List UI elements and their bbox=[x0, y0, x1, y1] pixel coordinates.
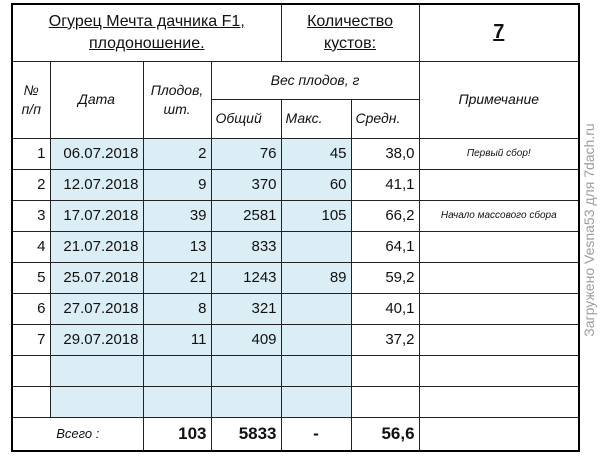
col-header-weight-avg: Средн. bbox=[351, 99, 419, 138]
totals-note bbox=[419, 417, 579, 451]
row-date[interactable]: 12.07.2018 bbox=[50, 169, 143, 200]
row-fruit-count[interactable]: 11 bbox=[143, 324, 211, 355]
row-weight-max[interactable]: 60 bbox=[281, 169, 351, 200]
table-row bbox=[12, 262, 579, 293]
totals-weight-total: 5833 bbox=[211, 417, 281, 451]
row-number: 5 bbox=[12, 262, 50, 293]
empty-input-cell[interactable] bbox=[143, 355, 211, 386]
row-number: 7 bbox=[12, 324, 50, 355]
row-weight-total[interactable]: 321 bbox=[211, 293, 281, 324]
col-header-date-text: Дата bbox=[78, 91, 115, 107]
row-weight-max[interactable]: 105 bbox=[281, 200, 351, 231]
bush-count-label-line1: Количество bbox=[307, 12, 393, 30]
harvest-table bbox=[11, 3, 580, 452]
empty-input-cell[interactable] bbox=[50, 386, 143, 417]
table-row bbox=[12, 200, 579, 231]
col-header-number bbox=[12, 61, 50, 138]
row-weight-avg: 37,2 bbox=[351, 324, 419, 355]
col-header-number-line2: п/п bbox=[21, 100, 41, 117]
row-number: 6 bbox=[12, 293, 50, 324]
row-number: 2 bbox=[12, 169, 50, 200]
header-row-1 bbox=[12, 61, 579, 99]
row-fruit-count[interactable]: 13 bbox=[143, 231, 211, 262]
empty-cell bbox=[351, 355, 419, 386]
totals-label: Всего : bbox=[12, 417, 143, 451]
row-number: 1 bbox=[12, 138, 50, 169]
row-weight-total[interactable]: 2581 bbox=[211, 200, 281, 231]
table-row bbox=[12, 231, 579, 262]
row-weight-max[interactable]: 45 bbox=[281, 138, 351, 169]
row-fruit-count[interactable]: 39 bbox=[143, 200, 211, 231]
row-weight-max[interactable] bbox=[281, 324, 351, 355]
row-weight-total[interactable]: 76 bbox=[211, 138, 281, 169]
table-title bbox=[12, 4, 281, 61]
col-header-note-text: Примечание bbox=[458, 91, 540, 107]
row-fruit-count[interactable]: 21 bbox=[143, 262, 211, 293]
row-note[interactable] bbox=[419, 324, 579, 355]
totals-weight-avg: 56,6 bbox=[351, 417, 419, 451]
col-header-fruits-line1: Плодов, bbox=[150, 81, 204, 98]
row-note[interactable]: Начало массового сбора bbox=[419, 200, 579, 231]
title-row bbox=[12, 4, 579, 61]
watermark-text: Загружено Vesna53 для 7dach.ru bbox=[581, 123, 597, 337]
row-weight-avg: 64,1 bbox=[351, 231, 419, 262]
col-header-note bbox=[419, 61, 579, 138]
col-header-fruits-line2: шт. bbox=[163, 100, 191, 117]
totals-fruit-count: 103 bbox=[143, 417, 211, 451]
row-date[interactable]: 21.07.2018 bbox=[50, 231, 143, 262]
row-date[interactable]: 29.07.2018 bbox=[50, 324, 143, 355]
col-header-weight-max: Макс. bbox=[281, 99, 351, 138]
bush-count-cell bbox=[419, 4, 579, 61]
row-weight-max[interactable]: 89 bbox=[281, 262, 351, 293]
row-date[interactable]: 27.07.2018 bbox=[50, 293, 143, 324]
empty-row bbox=[12, 355, 579, 386]
empty-input-cell[interactable] bbox=[211, 386, 281, 417]
empty-note-cell[interactable] bbox=[419, 355, 579, 386]
empty-cell bbox=[12, 355, 50, 386]
row-number: 3 bbox=[12, 200, 50, 231]
col-header-fruits bbox=[143, 61, 211, 138]
table-row bbox=[12, 324, 579, 355]
row-weight-total[interactable]: 1243 bbox=[211, 262, 281, 293]
row-note[interactable] bbox=[419, 231, 579, 262]
empty-input-cell[interactable] bbox=[281, 355, 351, 386]
empty-row bbox=[12, 386, 579, 417]
empty-input-cell[interactable] bbox=[281, 386, 351, 417]
table-row bbox=[12, 293, 579, 324]
row-fruit-count[interactable]: 9 bbox=[143, 169, 211, 200]
empty-input-cell[interactable] bbox=[211, 355, 281, 386]
row-weight-max[interactable] bbox=[281, 293, 351, 324]
row-fruit-count[interactable]: 8 bbox=[143, 293, 211, 324]
row-weight-avg: 41,1 bbox=[351, 169, 419, 200]
totals-row bbox=[12, 417, 579, 451]
row-weight-max[interactable] bbox=[281, 231, 351, 262]
totals-weight-max: - bbox=[281, 417, 351, 451]
row-note[interactable]: Первый сбор! bbox=[419, 138, 579, 169]
row-weight-avg: 40,1 bbox=[351, 293, 419, 324]
row-weight-avg: 66,2 bbox=[351, 200, 419, 231]
table-title-line1: Огурец Мечта дачника F1, bbox=[48, 12, 245, 30]
table-row bbox=[12, 169, 579, 200]
bush-count-label bbox=[281, 4, 419, 61]
col-header-weight-total: Общий bbox=[211, 99, 281, 138]
row-weight-total[interactable]: 833 bbox=[211, 231, 281, 262]
empty-input-cell[interactable] bbox=[143, 386, 211, 417]
row-fruit-count[interactable]: 2 bbox=[143, 138, 211, 169]
empty-note-cell[interactable] bbox=[419, 386, 579, 417]
table-row bbox=[12, 138, 579, 169]
row-date[interactable]: 06.07.2018 bbox=[50, 138, 143, 169]
row-weight-avg: 59,2 bbox=[351, 262, 419, 293]
col-header-weight-group bbox=[211, 61, 419, 99]
empty-input-cell[interactable] bbox=[50, 355, 143, 386]
col-header-number-line1: № bbox=[23, 81, 39, 98]
col-header-weight-group-text: Вес плодов, г bbox=[270, 71, 360, 88]
row-note[interactable] bbox=[419, 293, 579, 324]
row-date[interactable]: 17.07.2018 bbox=[50, 200, 143, 231]
empty-cell bbox=[351, 386, 419, 417]
row-date[interactable]: 25.07.2018 bbox=[50, 262, 143, 293]
table-title-line2: плодоношение. bbox=[88, 34, 205, 52]
bush-count-label-line2: кустов: bbox=[324, 34, 377, 52]
col-header-date bbox=[50, 61, 143, 138]
row-weight-total[interactable]: 409 bbox=[211, 324, 281, 355]
empty-cell bbox=[12, 386, 50, 417]
watermark bbox=[578, 0, 600, 459]
row-weight-total[interactable]: 370 bbox=[211, 169, 281, 200]
row-note[interactable] bbox=[419, 262, 579, 293]
row-note[interactable] bbox=[419, 169, 579, 200]
row-number: 4 bbox=[12, 231, 50, 262]
row-weight-avg: 38,0 bbox=[351, 138, 419, 169]
bush-count-value: 7 bbox=[493, 21, 505, 44]
